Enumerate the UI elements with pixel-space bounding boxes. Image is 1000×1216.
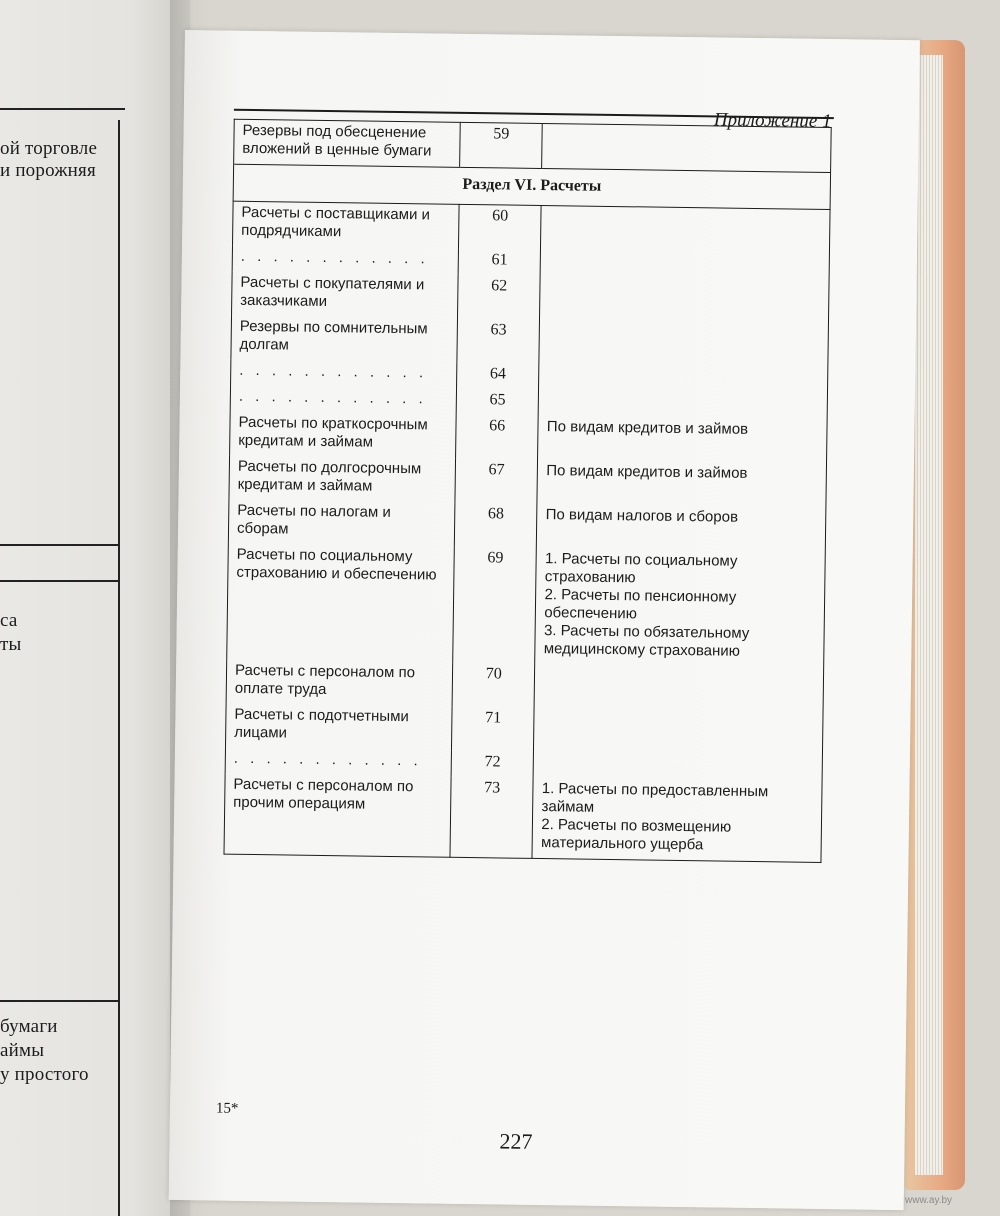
table-row [227, 544, 826, 668]
account-name: Расчеты по краткосрочным кредитам и займам [230, 412, 457, 459]
account-name: Расчеты с покупателями и заказчиками [232, 272, 459, 319]
account-name: Резервы по сомнительным долгам [231, 316, 458, 363]
subaccount-cell [542, 124, 831, 173]
subaccount-item: По видам кредитов и займов [546, 418, 749, 438]
left-page-rule [0, 544, 120, 546]
account-name: Расчеты по долгосрочным кредитам и займам [229, 456, 456, 503]
account-code: 69 [453, 547, 537, 664]
page-edges [915, 55, 943, 1175]
account-name: Расчеты с подотчетными лицами [225, 704, 452, 751]
subaccount-item: 2. Расчеты по возмещению материального ущерба [540, 816, 732, 854]
subaccount-cell [539, 320, 828, 368]
subaccount-cell [538, 416, 827, 464]
left-page-fragment: ой торговле [0, 138, 98, 159]
subaccount-cell [534, 708, 823, 756]
account-name: Расчеты по социальному страхованию и обеспечению [227, 544, 455, 663]
account-code: 62 [458, 275, 541, 320]
left-page-rule [0, 580, 120, 582]
account-name: Расчеты с поставщиками и подрядчиками [232, 201, 459, 249]
subaccount-cell [540, 250, 829, 280]
subaccount-item: По видам налогов и сборов [545, 506, 739, 526]
appendix-header: Приложение 1 [713, 109, 832, 133]
subaccount-cell [534, 664, 823, 712]
right-page [169, 30, 920, 1210]
account-code: 72 [451, 751, 534, 778]
page-number: 227 [499, 1128, 533, 1154]
subaccount-item: По видам кредитов и займов [546, 462, 748, 482]
account-code: 68 [454, 503, 537, 548]
account-code: 64 [457, 363, 540, 390]
left-page-rule [0, 1000, 120, 1002]
section-heading: Раздел VI. Расчеты [233, 164, 830, 209]
account-code: 66 [456, 415, 539, 460]
subaccount-item: 3. Расчеты по обязательному медицинскому страхованию [543, 622, 750, 660]
left-page-fragment: ты [0, 634, 22, 655]
account-name: Расчеты с персоналом по оплате труда [226, 660, 453, 707]
account-code: 59 [460, 122, 543, 168]
account-code: 60 [459, 204, 542, 250]
subaccount-item: 2. Расчеты по пенсионному обеспечению [544, 586, 737, 623]
left-page-fragment: и порожняя [0, 160, 96, 181]
signature-mark: 15* [215, 1100, 239, 1117]
subaccount-cell [539, 390, 828, 420]
watermark: www.ay.by [905, 1195, 953, 1206]
account-name: . . . . . . . . . . . . [232, 246, 458, 275]
left-page-fragment: у простого [0, 1064, 89, 1085]
left-page-rule [0, 108, 125, 110]
subaccount-cell [541, 205, 830, 254]
account-name: Расчеты с персоналом по прочим операциям [224, 774, 451, 858]
subaccount-cell [539, 364, 828, 394]
account-code: 61 [458, 249, 541, 276]
left-page [0, 0, 190, 1216]
account-name: . . . . . . . . . . . . [231, 360, 457, 389]
account-name: . . . . . . . . . . . . [230, 386, 456, 415]
account-code: 71 [452, 707, 535, 752]
left-page-fragment: бумаги [0, 1016, 58, 1037]
account-name: Резервы под обесценение вложений в ценные бумаги [234, 119, 461, 167]
subaccount-cell [537, 504, 826, 552]
account-code: 73 [450, 777, 533, 859]
table-row [224, 774, 822, 863]
left-page-vertical-rule [118, 120, 120, 1216]
subaccount-item: 1. Расчеты по предоставленным займам [541, 780, 769, 816]
account-code: 67 [455, 459, 538, 504]
subaccount-cell [532, 778, 822, 863]
account-code: 65 [456, 389, 539, 416]
left-page-fragment: са [0, 610, 18, 631]
left-page-fragment: аймы [0, 1040, 45, 1061]
subaccount-item: 1. Расчеты по социальному страхованию [544, 550, 738, 587]
chart-of-accounts-table [223, 119, 831, 863]
account-code: 63 [457, 319, 540, 364]
subaccount-cell [535, 548, 825, 668]
subaccount-cell [540, 276, 829, 324]
subaccount-cell [533, 752, 822, 782]
subaccount-cell [537, 460, 826, 508]
account-name: Расчеты по налогам и сборам [228, 500, 455, 547]
account-name: . . . . . . . . . . . . [225, 748, 451, 777]
account-code: 70 [452, 663, 535, 708]
